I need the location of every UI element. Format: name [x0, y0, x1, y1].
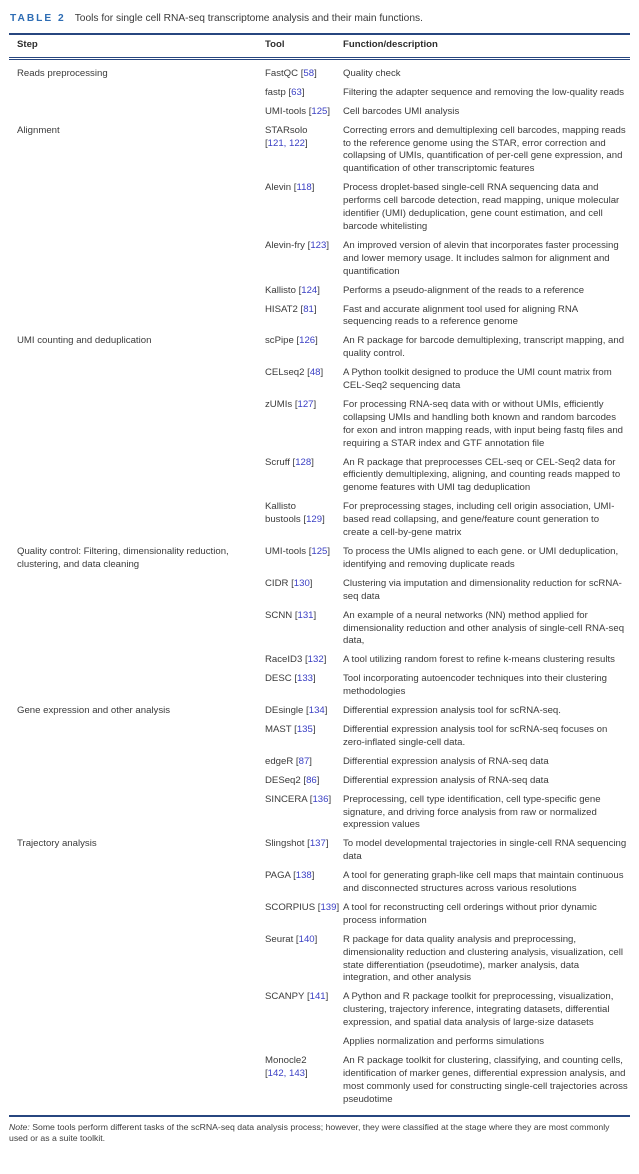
step-cell: [9, 399, 257, 457]
step-cell: [9, 794, 257, 839]
citation-ref[interactable]: 63: [291, 86, 302, 98]
column-header-function: Function/description: [343, 39, 438, 50]
description-cell: To process the UMIs aligned to each gene. or UMI deduplication, identifying and removing duplicate reads: [343, 546, 619, 570]
tool-cell: edgeR [87]: [265, 755, 312, 767]
table-title: Tools for single cell RNA-seq transcriptome analysis and their main functions.: [74, 13, 423, 24]
description-cell: Filtering the adapter sequence and removing the low-quality reads: [343, 86, 625, 98]
tool-cell: SINCERA [136]: [265, 793, 332, 805]
step-cell: [9, 991, 257, 1036]
tool-cell: Scruff [128]: [265, 456, 314, 468]
tool-cell: HISAT2 [81]: [265, 303, 317, 315]
citation-ref[interactable]: 138: [295, 870, 312, 882]
tool-cell: UMI-tools [125]: [265, 546, 331, 557]
citation-ref[interactable]: 123: [310, 239, 327, 251]
description-cell: Differential expression analysis of RNA-seq data: [343, 774, 549, 786]
step-cell: [9, 870, 257, 902]
tool-cell: Seurat [140]: [265, 933, 318, 945]
table-footnote: [9, 1122, 630, 1145]
tool-cell: RaceID3 [132]: [265, 654, 327, 666]
citation-ref[interactable]: 134: [308, 705, 325, 717]
description-cell: Differential expression analysis tool for scRNA-seq focuses on zero-inflated single-cell data.: [343, 723, 608, 748]
citation-ref[interactable]: 141: [309, 991, 326, 1003]
step-cell: [9, 367, 257, 399]
tool-cell: fastp [63]: [265, 86, 305, 98]
description-cell: Correcting errors and demultiplexing cell barcodes, mapping reads to the reference genome using the STAR, error correction and collapsing of UMIs, quantification of per-cell gene expression, and quantification of other transcriptomic features: [343, 124, 626, 175]
tool-cell: FastQC [58]: [265, 67, 317, 79]
description-cell: To model developmental trajectories in single-cell RNA sequencing data: [343, 838, 627, 863]
tool-cell: scPipe [126]: [265, 335, 318, 347]
step-cell: [9, 285, 257, 304]
description-cell: An R package that preprocesses CEL-seq or CEL-Seq2 data for efficiently demultiplexing, aligning, and counting reads mapped to genome features with UMI tag deduplication: [343, 456, 621, 494]
step-cell: [9, 304, 257, 336]
description-cell: Differential expression analysis tool for scRNA-seq.: [343, 705, 561, 717]
description-cell: An R package toolkit for clustering, classifying, and counting cells, identification of marker genes, differential expression analysis, and most commonly used for constructing single-cell trajectories across pseudotime: [343, 1055, 628, 1105]
step-cell: [9, 578, 257, 610]
step-cell: [9, 106, 257, 125]
description-cell: A Python toolkit designed to produce the UMI count matrix from CEL-Seq2 sequencing data: [343, 367, 612, 392]
description-cell: Differential expression analysis of RNA-seq data: [343, 755, 549, 767]
citation-ref[interactable]: 81: [303, 303, 314, 315]
citation-ref[interactable]: 125: [311, 546, 328, 557]
citation-ref[interactable]: 139: [320, 901, 337, 913]
step-cell: UMI counting and deduplication: [17, 335, 152, 347]
citation-ref[interactable]: 140: [298, 933, 315, 945]
step-cell: [9, 934, 257, 992]
tool-cell: SCNN [131]: [265, 609, 317, 621]
citation-ref[interactable]: 48: [309, 367, 321, 379]
step-cell: [9, 902, 257, 934]
tool-cell: DEsingle [134]: [265, 705, 328, 717]
citation-ref[interactable]: 132: [307, 654, 324, 666]
step-cell: Quality control: Filtering, dimensionality reduction, clustering, and data cleaning: [17, 546, 229, 570]
citation-ref[interactable]: 133: [297, 673, 314, 685]
step-cell: [9, 673, 257, 705]
citation-ref[interactable]: 127: [297, 398, 314, 410]
step-cell: [9, 87, 257, 106]
tool-cell: Alevin [118]: [265, 182, 315, 194]
tool-cell: Kallisto bustools [129]: [265, 501, 325, 526]
footnote-text: Some tools perform different tasks of the scRNA-seq data analysis process; however, they were classified at the stage where they are most commonly used or as a suite toolkit.: [9, 1121, 610, 1144]
tool-cell: zUMIs [127]: [265, 398, 317, 410]
tool-cell: DESC [133]: [265, 673, 316, 685]
step-cell: Reads preprocessing: [17, 67, 108, 79]
description-cell: A tool utilizing random forest to refine k-means clustering results: [343, 654, 615, 666]
step-cell: [9, 457, 257, 502]
description-cell: Performs a pseudo-alignment of the reads to a reference: [343, 284, 585, 296]
tool-cell: Alevin-fry [123]: [265, 239, 330, 251]
citation-ref[interactable]: 125: [311, 105, 328, 117]
step-cell: Trajectory analysis: [17, 838, 97, 850]
citation-ref[interactable]: 142, 143: [267, 1067, 306, 1079]
description-cell: Cell barcodes UMI analysis: [343, 105, 460, 117]
description-cell: Preprocessing, cell type identification, cell type-specific gene signature, and driving force analysis from raw or normalized expression values: [343, 793, 601, 831]
description-cell: Quality check: [343, 67, 401, 79]
table-header: [9, 33, 630, 60]
citation-ref[interactable]: 137: [309, 838, 326, 850]
description-cell: For processing RNA-seq data with or without UMIs, efficiently collapsing UMIs and handling both known and random barcodes for exon and intron mapping reads, with input being fastq files and requiring a STAR index and GTF annotation file: [343, 398, 623, 449]
citation-ref[interactable]: 118: [296, 182, 312, 194]
tool-cell: PAGA [138]: [265, 870, 315, 882]
description-cell: A Python and R package toolkit for preprocessing, visualization, clustering, trajectory inference, integrating datasets, differential expression, and spatial data analysis of large-size datasets: [343, 991, 614, 1029]
step-cell: Gene expression and other analysis: [17, 705, 171, 717]
citation-ref[interactable]: 126: [299, 335, 316, 347]
step-cell: [9, 775, 257, 794]
tool-cell: CIDR [130]: [265, 577, 313, 589]
tool-cell: Slingshot [137]: [265, 838, 329, 850]
description-cell: R package for data quality analysis and preprocessing, dimensionality reduction and clustering analysis, visualization, cell state differentiation (pseudotime), marker analysis, data integration, and other analysis: [343, 933, 623, 984]
description-cell: A tool for generating graph-like cell maps that maintain continuous and disconnected structures across various resolutions: [343, 870, 624, 895]
tool-cell: [257, 1036, 343, 1055]
step-cell: [9, 1036, 257, 1055]
tool-cell: CELseq2 [48]: [265, 367, 324, 379]
column-header-step: Step: [17, 39, 38, 50]
description-cell: For preprocessing stages, including cell origin association, UMI-based read collapsing, and gene/feature count generation to create a cell-by-gene matrix: [343, 501, 615, 539]
citation-ref[interactable]: 124: [301, 284, 318, 296]
description-cell: An improved version of alevin that incorporates faster processing and lower memory usage. It includes salmon for alignment and quantification: [343, 239, 619, 277]
description-cell: An R package for barcode demultiplexing, transcript mapping, and quality control.: [343, 335, 625, 360]
step-cell: [9, 240, 257, 285]
description-cell: Tool incorporating autoencoder techniques into their clustering methodologies: [343, 673, 607, 698]
step-cell: [9, 501, 257, 546]
step-cell: Alignment: [17, 124, 60, 136]
citation-ref[interactable]: 135: [296, 723, 313, 735]
table-body: [9, 60, 630, 1117]
tool-cell: STARsolo [121, 122]: [265, 124, 308, 149]
step-cell: [9, 610, 257, 655]
column-header-tool: Tool: [265, 39, 285, 50]
step-cell: [9, 756, 257, 775]
step-cell: [9, 654, 257, 673]
table-label: TABLE 2: [10, 13, 66, 24]
tool-cell: DESeq2 [86]: [265, 774, 320, 786]
citation-ref[interactable]: 86: [306, 774, 317, 786]
tool-cell: SCORPIUS [139]: [265, 901, 340, 913]
tool-cell: MAST [135]: [265, 723, 316, 735]
description-cell: Clustering via imputation and dimensionality reduction for scRNA-seq data: [343, 577, 622, 602]
tool-cell: SCANPY [141]: [265, 991, 329, 1003]
citation-ref[interactable]: 121, 122: [267, 137, 306, 149]
table-caption: [10, 12, 630, 25]
footnote-label: Note:: [9, 1121, 30, 1132]
tool-cell: Kallisto [124]: [265, 284, 320, 296]
description-cell: Applies normalization and performs simulations: [343, 1036, 545, 1048]
step-cell: [9, 724, 257, 756]
step-cell: [9, 1055, 257, 1113]
step-cell: [9, 182, 257, 240]
citation-ref[interactable]: 136: [312, 793, 329, 805]
citation-ref[interactable]: 58: [303, 67, 315, 79]
citation-ref[interactable]: 129: [306, 514, 323, 526]
citation-ref[interactable]: 130: [293, 577, 310, 589]
citation-ref[interactable]: 87: [298, 755, 310, 767]
description-cell: Fast and accurate alignment tool used for aligning RNA sequencing reads to a reference genome: [343, 303, 578, 328]
description-cell: An example of a neural networks (NN) method applied for dimensionality reduction and other analysis of single-cell RNA-seq data,: [343, 609, 625, 647]
description-cell: Process droplet-based single-cell RNA sequencing data and performs cell barcode detection, read mapping, unique molecular identifier (UMI) deduplication, gene count estimation, and cell barcode whitelisting: [343, 182, 620, 232]
description-cell: A tool for reconstructing cell orderings without prior dynamic process information: [343, 901, 597, 926]
citation-ref[interactable]: 131: [297, 609, 314, 621]
citation-ref[interactable]: 128: [295, 456, 312, 468]
tool-cell: UMI-tools [125]: [265, 105, 331, 117]
tool-cell: Monocle2 [142, 143]: [265, 1055, 308, 1079]
